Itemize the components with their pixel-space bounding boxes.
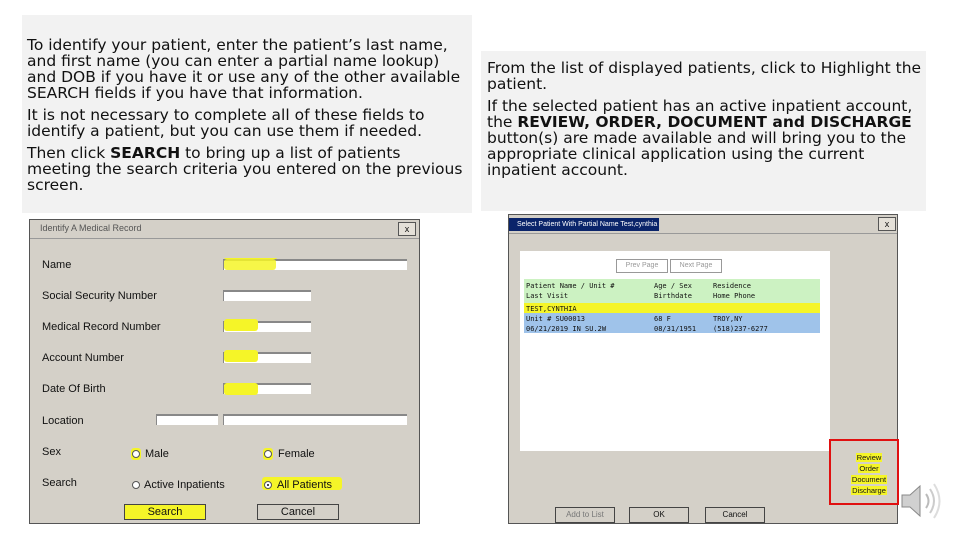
instruction-text: button(s) are made available and will bring you to the appropriate clinical application using the current inpatient account. <box>487 129 907 179</box>
instruction-para-3 <box>27 145 468 193</box>
location-label: Location <box>42 415 84 427</box>
instructions-left <box>22 15 472 213</box>
sex-male-radio[interactable] <box>132 450 140 458</box>
patient-residence[interactable]: TROY,NY <box>713 315 743 323</box>
add-to-list-button[interactable]: Add to List <box>555 507 615 523</box>
ok-button[interactable]: OK <box>629 507 689 523</box>
ssn-label: Social Security Number <box>42 290 157 302</box>
close-button[interactable]: x <box>878 217 896 231</box>
header-birthdate: Birthdate <box>654 292 692 300</box>
instruction-para-2 <box>487 98 922 178</box>
location-name-input[interactable] <box>223 414 407 425</box>
sex-female-label[interactable]: Female <box>278 448 315 460</box>
highlight <box>224 383 258 395</box>
sex-label: Sex <box>42 446 61 458</box>
header-last-visit: Last Visit <box>526 292 569 300</box>
instruction-text: to bring up a list of patients meeting the search criteria you entered on the previous screen. <box>27 144 463 194</box>
patient-birthdate[interactable]: 08/31/1951 <box>654 325 697 333</box>
prev-page-tab[interactable]: Prev Page <box>616 259 668 273</box>
dob-label: Date Of Birth <box>42 383 106 395</box>
header-home-phone: Home Phone <box>713 292 756 300</box>
name-label: Name <box>42 259 72 271</box>
all-patients-radio[interactable] <box>264 481 272 489</box>
patient-phone[interactable]: (518)237-6277 <box>713 325 768 333</box>
instruction-text: If the selected patient has an active inpatient account, the <box>487 97 913 131</box>
patient-last-visit[interactable]: 06/21/2019 IN SU.2W <box>526 325 607 333</box>
title-bar <box>509 215 897 234</box>
search-type-label: Search <box>42 477 77 489</box>
active-inpatients-label[interactable]: Active Inpatients <box>144 479 225 491</box>
sex-female-radio[interactable] <box>264 450 272 458</box>
title-bar <box>30 220 419 239</box>
callout-box <box>829 439 899 505</box>
instructions-right <box>481 51 926 211</box>
instruction-para-2: It is not necessary to complete all of these fields to identify a patient, but you can use them if needed. <box>27 106 425 140</box>
ssn-input[interactable] <box>223 290 311 301</box>
cancel-button[interactable]: Cancel <box>705 507 765 523</box>
instruction-para-1: From the list of displayed patients, click to Highlight the patient. <box>487 59 922 93</box>
window-title: Select Patient With Partial Name Test,cynthia <box>509 218 659 231</box>
mrn-label: Medical Record Number <box>42 321 161 333</box>
highlight <box>224 350 258 362</box>
highlight <box>224 319 258 331</box>
patient-list-panel <box>520 251 830 451</box>
account-label: Account Number <box>42 352 124 364</box>
speaker-icon[interactable] <box>898 478 948 524</box>
patient-name[interactable]: TEST,CYNTHIA <box>526 305 577 313</box>
discharge-label: Discharge <box>852 486 886 495</box>
next-page-tab[interactable]: Next Page <box>670 259 722 273</box>
document-label: Document <box>851 475 887 484</box>
order-label: Order <box>859 464 879 473</box>
header-patient-name: Patient Name / Unit # <box>526 282 615 290</box>
location-code-input[interactable] <box>156 414 218 425</box>
active-inpatients-radio[interactable] <box>132 481 140 489</box>
close-button[interactable]: x <box>398 222 416 236</box>
sex-male-label[interactable]: Male <box>145 448 169 460</box>
patient-unit[interactable]: Unit # SU00013 <box>526 315 586 323</box>
cancel-button[interactable]: Cancel <box>257 504 339 520</box>
instruction-para-1: To identify your patient, enter the patient’s last name, and first name (you can enter a partial name lookup) and DOB if you have it or use any of the other available SEARCH fields if you have that information. <box>27 36 461 102</box>
highlight <box>224 259 276 270</box>
instruction-bold: SEARCH <box>110 144 181 162</box>
header-residence: Residence <box>713 282 751 290</box>
identify-medical-record-window <box>29 219 420 524</box>
patient-age-sex[interactable]: 68 F <box>654 315 671 323</box>
instruction-text: Then click <box>27 144 111 162</box>
window-title: Identify A Medical Record <box>40 223 142 233</box>
all-patients-label[interactable]: All Patients <box>277 479 333 491</box>
review-label: Review <box>856 453 882 462</box>
header-age-sex: Age / Sex <box>654 282 692 290</box>
instruction-bold: REVIEW, ORDER, DOCUMENT and DISCHARGE <box>517 113 912 131</box>
search-button[interactable]: Search <box>124 504 206 520</box>
